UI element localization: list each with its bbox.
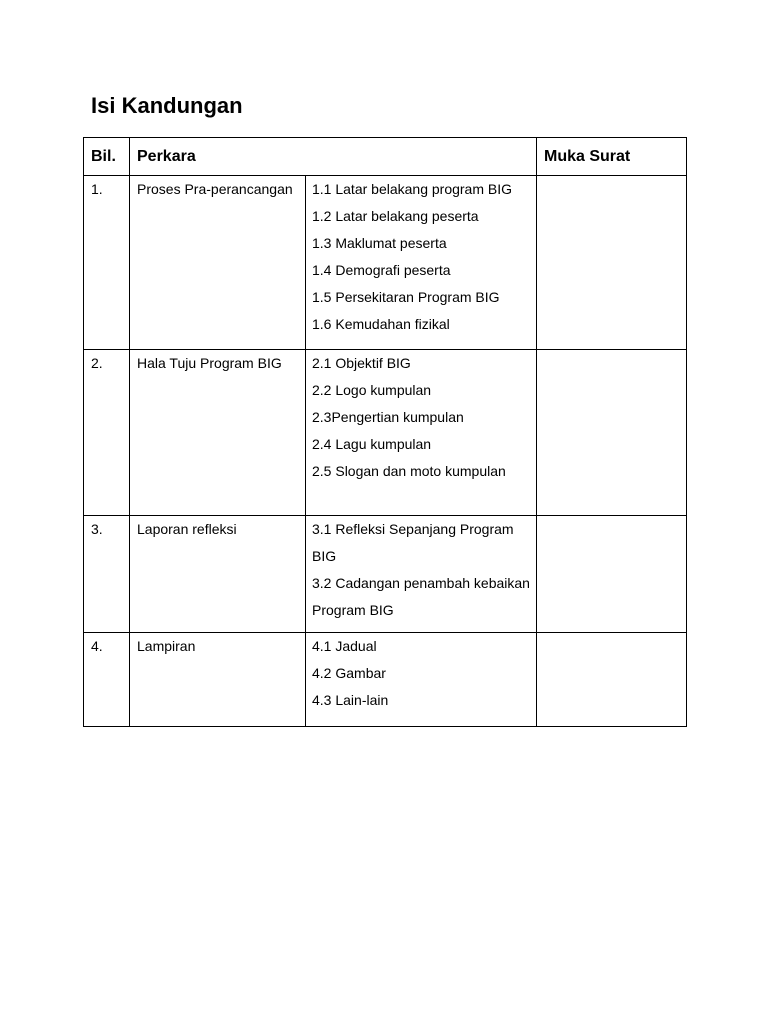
row-topic: Proses Pra-perancangan [130, 176, 306, 350]
subitem: 1.5 Persekitaran Program BIG [312, 289, 500, 305]
row-number: 1. [84, 176, 130, 350]
row-subitems [306, 350, 537, 516]
table-row [84, 516, 687, 633]
subitem: 2.5 Slogan dan moto kumpulan [312, 463, 506, 479]
contents-table [83, 137, 687, 727]
subitem: 1.2 Latar belakang peserta [312, 208, 479, 224]
subitem: 3.2 Cadangan penambah kebaikan Program BIG [312, 575, 530, 618]
header-bil: Bil. [84, 138, 130, 176]
table-row [84, 176, 687, 350]
table-row [84, 633, 687, 727]
row-number: 3. [84, 516, 130, 633]
row-subitems [306, 516, 537, 633]
table-header-row [84, 138, 687, 176]
subitem: 1.3 Maklumat peserta [312, 235, 447, 251]
page-title: Isi Kandungan [91, 93, 243, 118]
subitem: 4.2 Gambar [312, 665, 386, 681]
row-number: 4. [84, 633, 130, 727]
row-number: 2. [84, 350, 130, 516]
row-subitems [306, 176, 537, 350]
row-subitems [306, 633, 537, 727]
subitem: 1.6 Kemudahan fizikal [312, 316, 450, 332]
row-page-number [537, 350, 687, 516]
subitem: 2.4 Lagu kumpulan [312, 436, 432, 452]
row-page-number [537, 516, 687, 633]
subitem: 4.1 Jadual [312, 638, 377, 654]
row-page-number [537, 633, 687, 727]
row-topic: Hala Tuju Program BIG [130, 350, 306, 516]
subitem: 4.3 Lain-lain [312, 692, 389, 708]
subitem: 2.3Pengertian kumpulan [312, 409, 464, 425]
subitem: 2.1 Objektif BIG [312, 355, 411, 371]
header-perkara: Perkara [130, 138, 537, 176]
row-page-number [537, 176, 687, 350]
subitem: 1.1 Latar belakang program BIG [312, 181, 513, 197]
header-muka-surat: Muka Surat [537, 138, 687, 176]
subitem: 3.1 Refleksi Sepanjang Program BIG [312, 521, 514, 564]
subitem: 1.4 Demografi peserta [312, 262, 451, 278]
row-topic: Laporan refleksi [130, 516, 306, 633]
table-row [84, 350, 687, 516]
row-topic: Lampiran [130, 633, 306, 727]
subitem: 2.2 Logo kumpulan [312, 382, 432, 398]
